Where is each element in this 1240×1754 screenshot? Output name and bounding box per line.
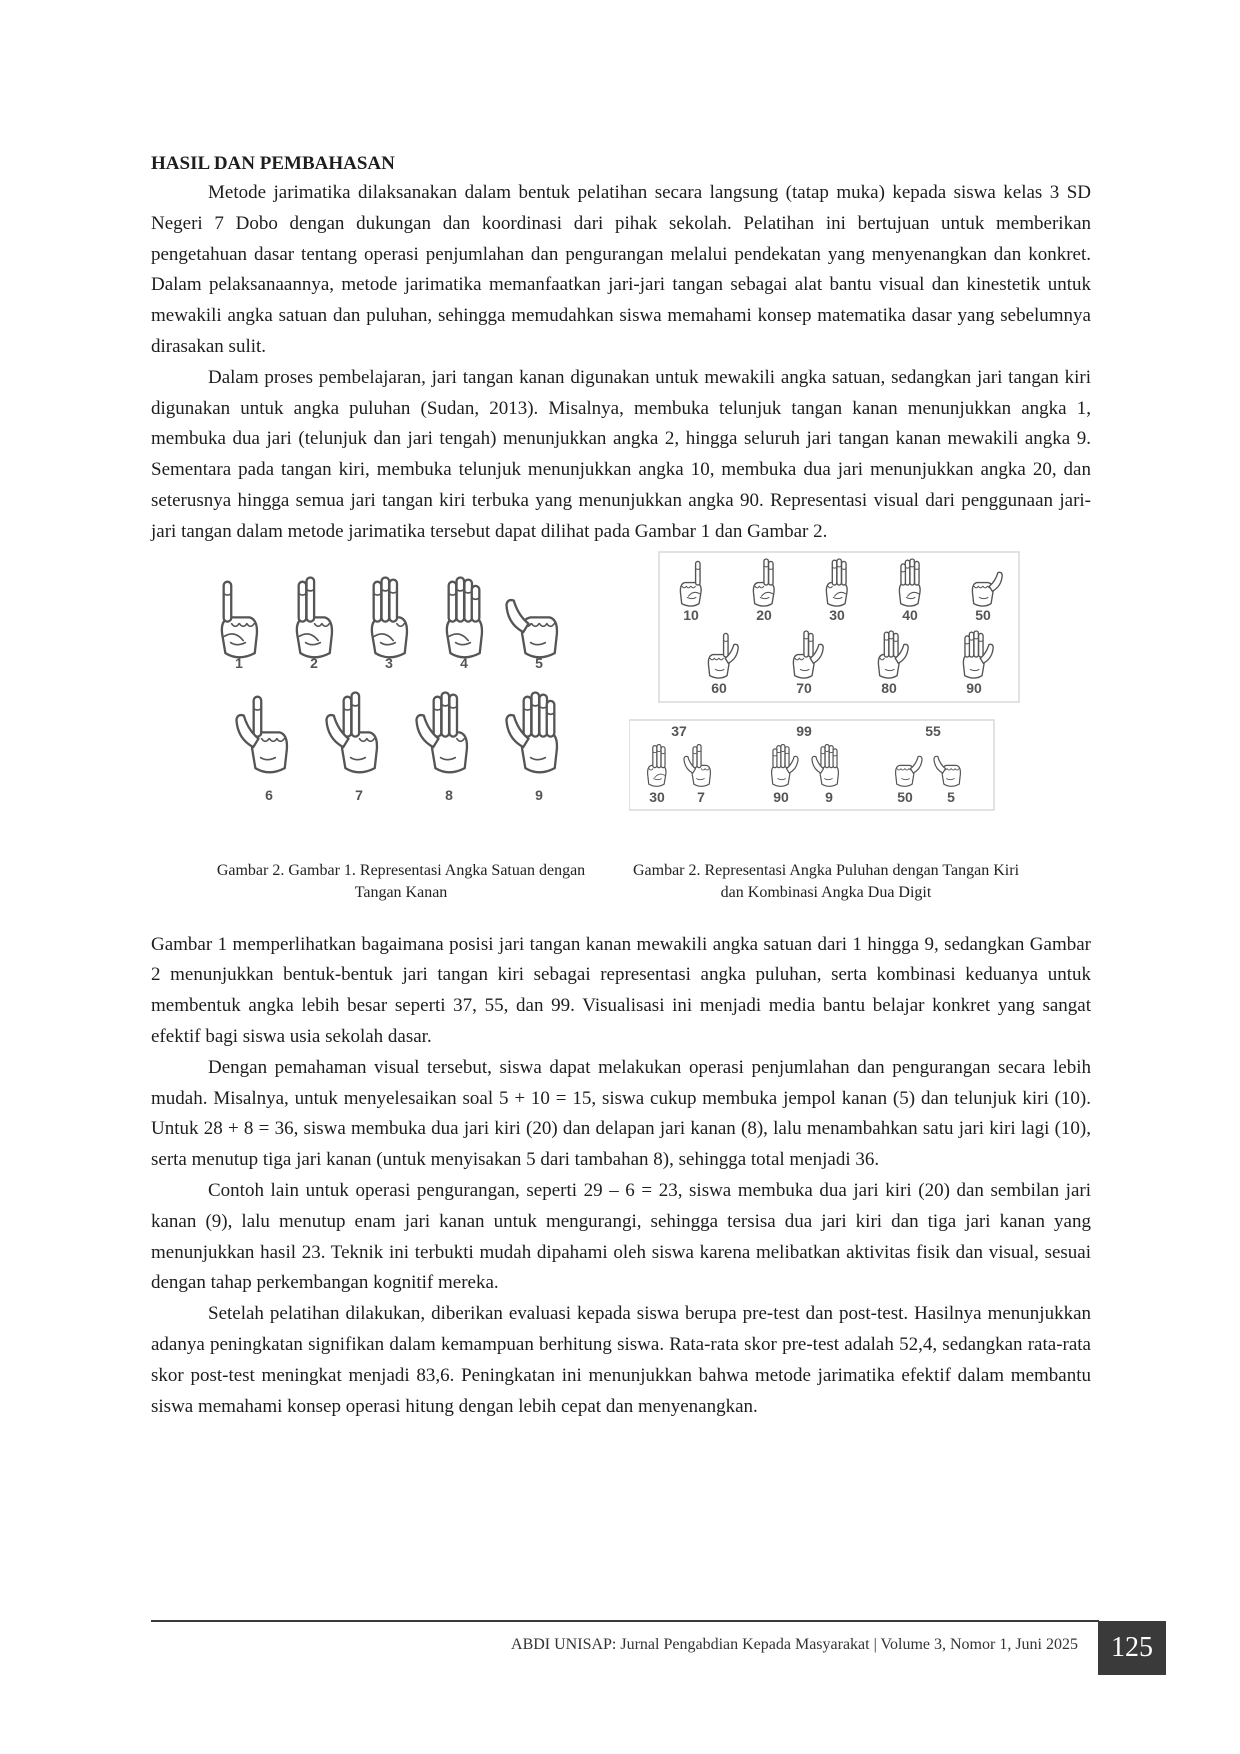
footer-rule: [151, 1620, 1099, 1622]
tens-label-50: 50: [975, 606, 991, 623]
combo-part-label-50: 50: [897, 788, 913, 805]
tens-label-20: 20: [756, 606, 772, 623]
tens-label-70: 70: [796, 679, 812, 696]
paragraph-2: Dalam proses pembelajaran, jari tangan kanan digunakan untuk mewakili angka satuan, sedangkan jari tangan kiri digunakan untuk angka puluhan (Sudan, 2013). Misalnya, membuka telunjuk tangan kanan menunjukkan angka 1, membuka dua jari (telunjuk dan jari tengah) menunjukkan angka 2, hingga seluruh jari tangan kanan mewakili angka 9. Sementara pada tangan kiri, membuka telunjuk menunjukkan angka 10, membuka dua jari menunjukkan angka 20, dan seterusnya hingga semua jari tangan kiri terbuka yang menunjukkan angka 90. Representasi visual dari penggunaan jari-jari tangan dalam metode jarimatika tersebut dapat dilihat pada Gambar 1 dan Gambar 2.: [151, 366, 1091, 542]
right-hand-8: [416, 692, 467, 772]
right-hand-2: [297, 577, 332, 657]
tens-label-10: 10: [683, 606, 699, 623]
unit-label-5: 5: [535, 654, 543, 671]
paragraph-5: Contoh lain untuk operasi pengurangan, seperti 29 – 6 = 23, siswa membuka dua jari kiri (20) dan sembilan jari kanan (9), lalu menutup enam jari kanan untuk mengurangi, sehingga tersisa dua jari kiri dan tiga jari kanan yang menunjukkan hasil 23. Teknik ini terbukti mudah dipahami oleh siswa karena melibatkan aktivitas fisik dan visual, sesuai dengan tahap perkembangan kognitif mereka.: [151, 1179, 1091, 1294]
section-heading: HASIL DAN PEMBAHASAN: [151, 153, 395, 174]
combo-label-37: 37: [671, 722, 687, 739]
footer-journal: ABDI UNISAP: Jurnal Pengabdian Kepada Masyarakat | Volume 3, Nomor 1, Juni 2025: [511, 1636, 1078, 1653]
unit-label-9: 9: [535, 786, 543, 803]
unit-label-4: 4: [460, 654, 468, 671]
page-body: [151, 150, 1091, 1422]
tens-label-80: 80: [881, 679, 897, 696]
tens-label-40: 40: [902, 606, 918, 623]
figure-2-caption: Gambar 2. Representasi Angka Puluhan dengan Tangan Kiri dan Kombinasi Angka Dua Digit: [632, 861, 1020, 901]
unit-label-3: 3: [385, 654, 393, 671]
right-hand-9: [506, 692, 557, 772]
tens-label-60: 60: [711, 679, 727, 696]
right-hand-4: [447, 577, 482, 657]
combo-label-55: 55: [925, 722, 941, 739]
paragraph-4: Dengan pemahaman visual tersebut, siswa dapat melakukan operasi penjumlahan dan pengurangan secara lebih mudah. Misalnya, untuk menyelesaikan soal 5 + 10 = 15, siswa cukup membuka jempol kanan (5) dan telunjuk kiri (10). Untuk 28 + 8 = 36, siswa membuka dua jari kiri (20) dan delapan jari kanan (8), lalu menambahkan satu jari kiri lagi (10), serta menutup tiga jari kanan (untuk menyisakan 5 dari tambahan 8), sehingga total menjadi 36.: [151, 1056, 1091, 1171]
right-hand-7: [326, 692, 377, 772]
right-hand-3: [372, 577, 407, 657]
paragraph-1: Metode jarimatika dilaksanakan dalam bentuk pelatihan secara langsung (tatap muka) kepada siswa kelas 3 SD Negeri 7 Dobo dengan dukungan dan koordinasi dari pihak sekolah. Pelatihan ini bertujuan untuk memberikan pengetahuan dasar tentang operasi penjumlahan dan pengurangan melalui pendekatan yang menyenangkan dan konkret. Dalam pelaksanaannya, metode jarimatika memanfaatkan jari-jari tangan sebagai alat bantu visual dan kinestetik untuk mewakili angka satuan dan puluhan, sehingga memudahkan siswa memahami konsep matematika dasar yang sebelumnya dirasakan sulit.: [151, 182, 1091, 357]
unit-label-8: 8: [445, 786, 453, 803]
unit-label-2: 2: [310, 654, 318, 671]
figures-row: [151, 550, 1091, 930]
combo-part-label-30: 30: [649, 788, 665, 805]
combo-part-label-7: 7: [697, 788, 705, 805]
unit-label-1: 1: [235, 654, 243, 671]
figure-2-image: [629, 550, 1024, 840]
right-hand-5: [506, 600, 557, 657]
combo-label-99: 99: [796, 722, 812, 739]
figure-1-image: [209, 560, 649, 830]
page-number: 125: [1098, 1621, 1166, 1675]
tens-label-30: 30: [829, 606, 845, 623]
combo-part-label-9: 9: [825, 788, 833, 805]
right-hand-1: [222, 581, 257, 657]
paragraph-3: Gambar 1 memperlihatkan bagaimana posisi jari tangan kanan mewakili angka satuan dari 1 hingga 9, sedangkan Gambar 2 menunjukkan bentuk-bentuk jari tangan kiri sebagai representasi angka puluhan, serta kombinasi keduanya untuk membentuk angka lebih besar seperti 37, 55, dan 99. Visualisasi ini menjadi media bantu belajar konkret yang sangat efektif bagi siswa usia sekolah dasar.: [151, 933, 1091, 1047]
unit-label-7: 7: [355, 786, 363, 803]
unit-label-6: 6: [265, 786, 273, 803]
combo-part-label-90: 90: [773, 788, 789, 805]
tens-label-90: 90: [966, 679, 982, 696]
paragraph-6: Setelah pelatihan dilakukan, diberikan evaluasi kepada siswa berupa pre-test dan post-test. Hasilnya menunjukkan adanya peningkatan signifikan dalam kemampuan berhitung siswa. Rata-rata skor pre-test adalah 52,4, sedangkan rata-rata skor post-test meningkat menjadi 83,6. Peningkatan ini menunjukkan bahwa metode jarimatika efektif dalam membantu siswa memahami konsep operasi hitung dengan lebih cepat dan menyenangkan.: [151, 1303, 1091, 1417]
right-hand-6: [236, 696, 287, 772]
left-hand-40: [899, 559, 920, 606]
figure-1-caption: Gambar 2. Gambar 1. Representasi Angka Satuan dengan Tangan Kanan: [216, 861, 586, 901]
combo-part-label-5: 5: [947, 788, 955, 805]
